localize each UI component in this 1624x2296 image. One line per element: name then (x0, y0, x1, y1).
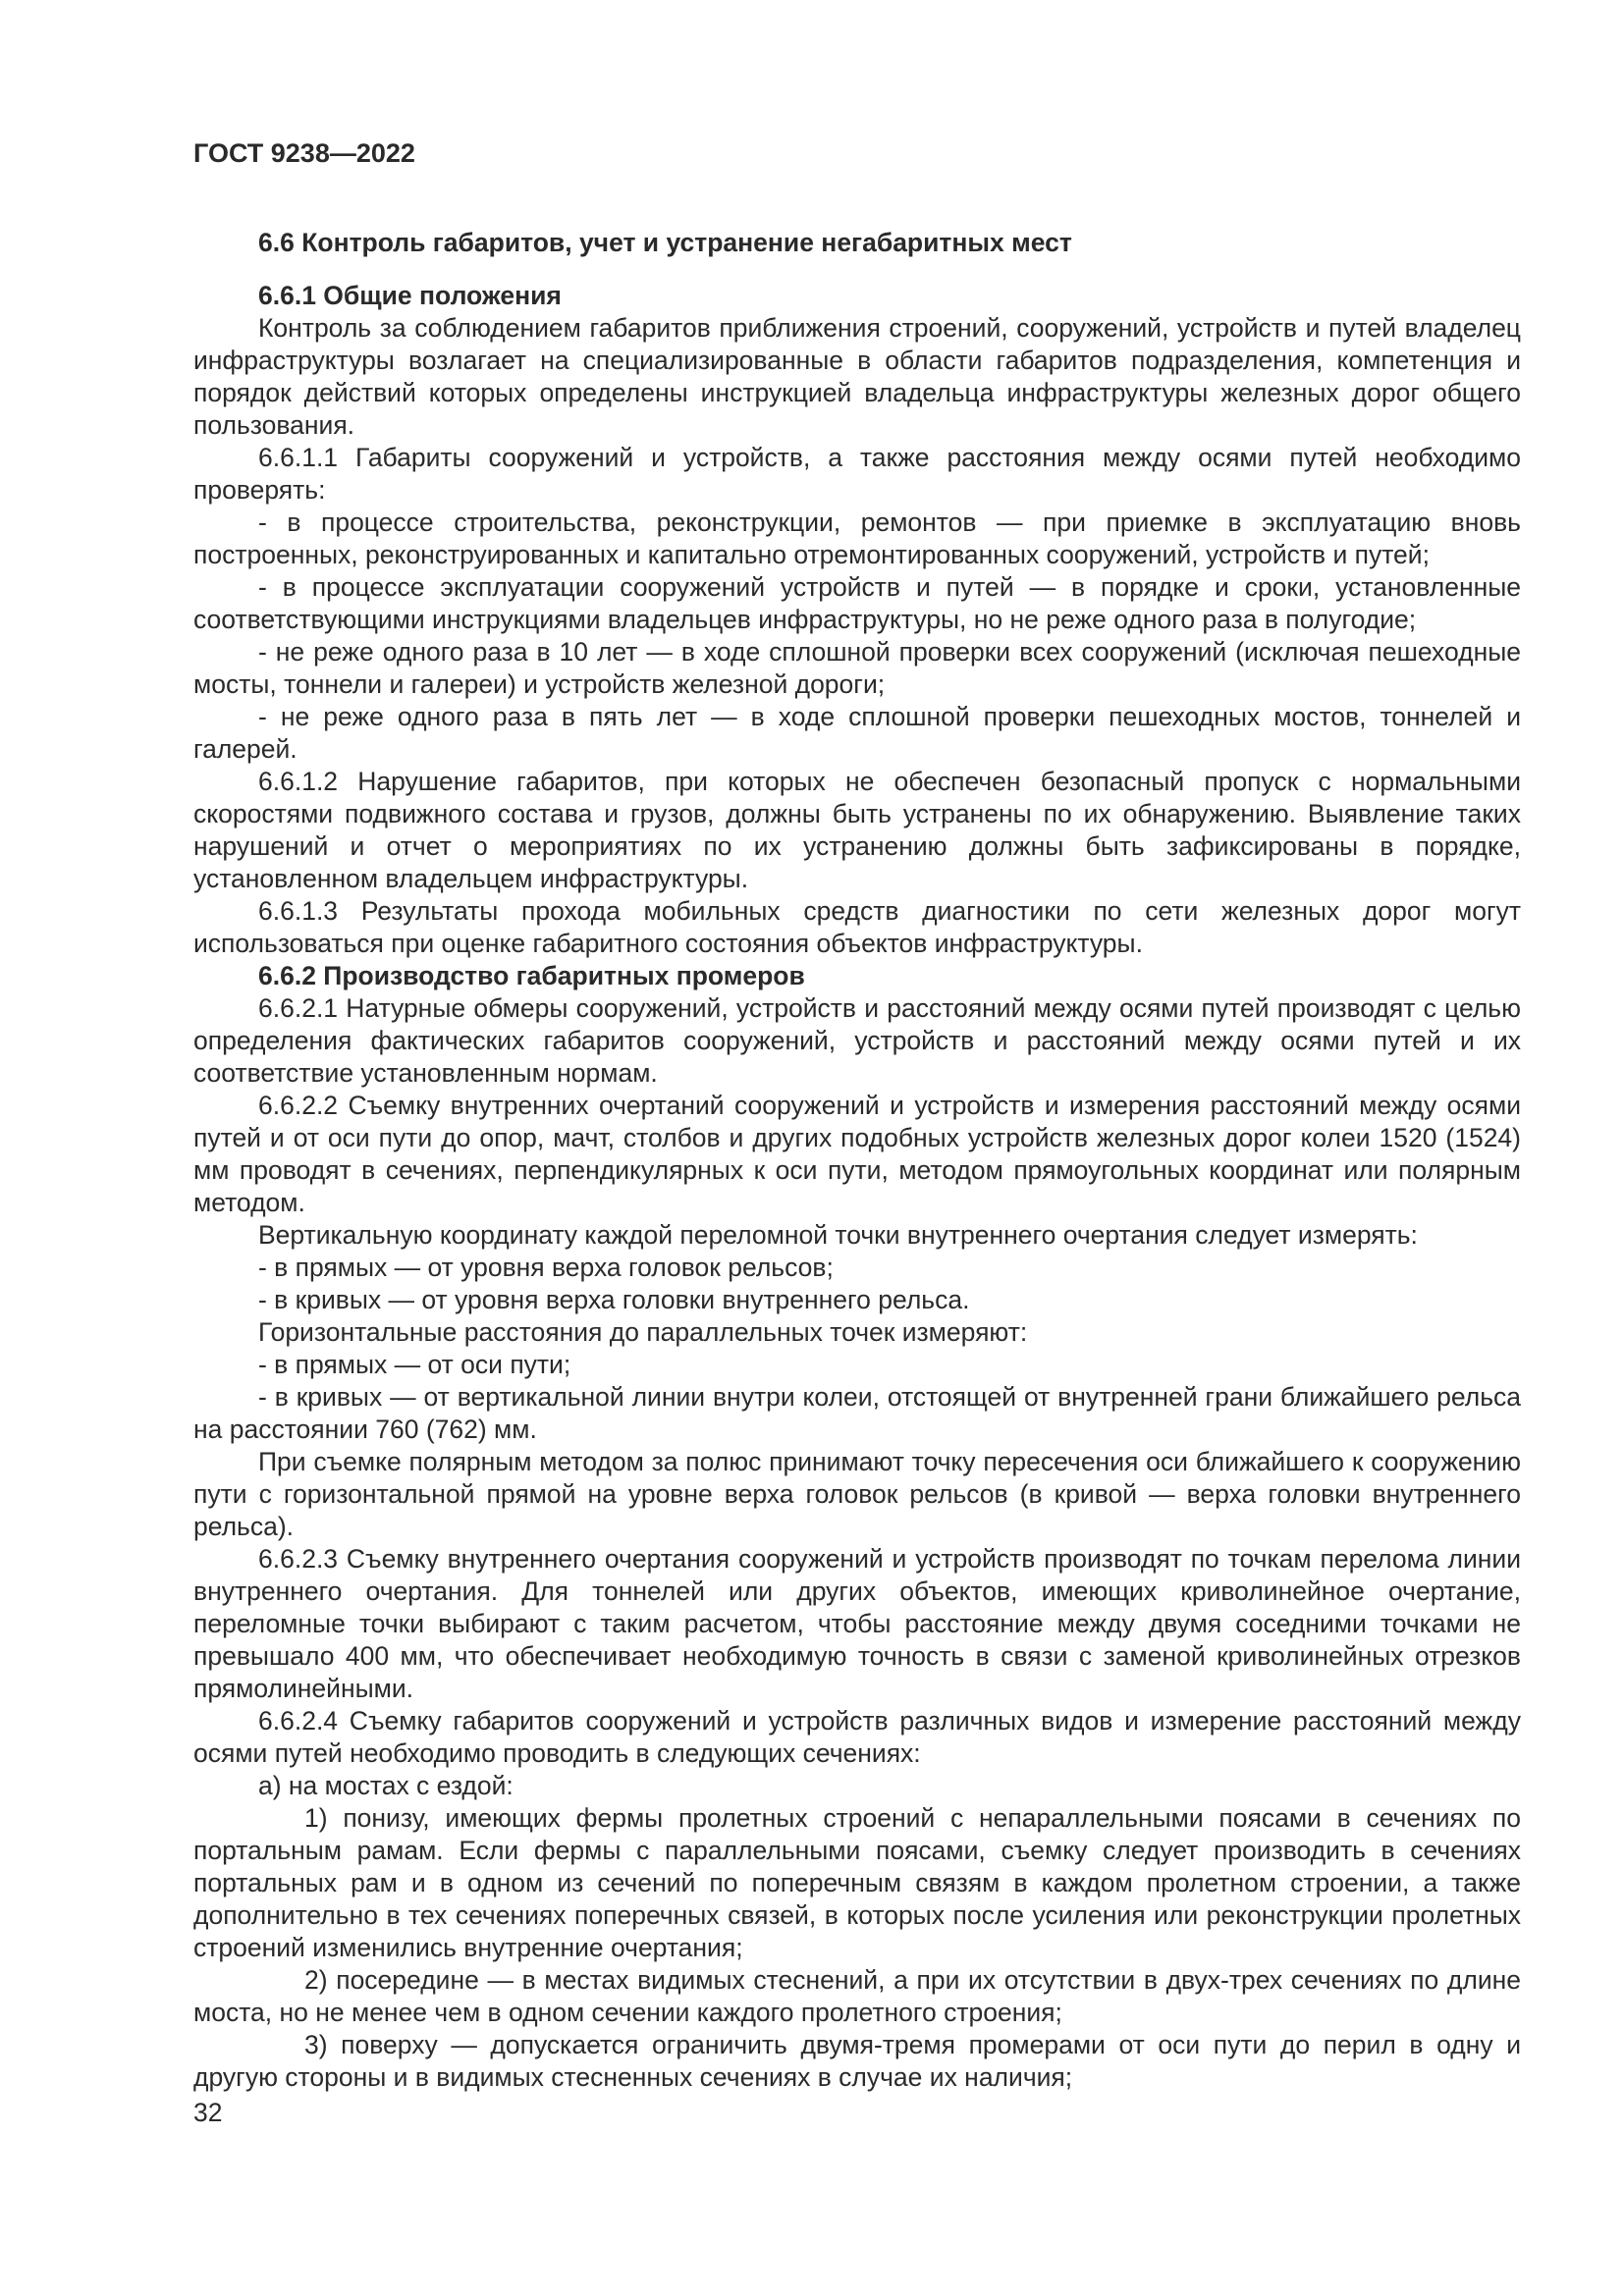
sub-list-item: 1) понизу, имеющих фермы пролетных строений с непараллельными поясами в сечениях по портальным рамам. Если фермы с параллельными поясами, съемку следует производить в сечениях портальных рам и в одном из сечений по поперечным связям в каждом пролетном строении, а также дополнительно в тех сечениях поперечных связей, в которых после усиления или реконструкции пролетных строений изменились внутренние очертания; (193, 1803, 1521, 1962)
subsection-title: 6.6.1 Общие положения (258, 281, 562, 310)
paragraph: 6.6.1.1 Габариты сооружений и устройств, а также расстояния между осями путей необходимо проверять: (193, 443, 1521, 505)
paragraph: 6.6.2.4 Съемку габаритов сооружений и устройств различных видов и измерение расстояний между осями путей необходимо проводить в следующих сечениях: (193, 1706, 1521, 1768)
list-item: - не реже одного раза в 10 лет — в ходе сплошной проверки всех сооружений (исключая пешеходные мосты, тоннели и галереи) и устройств железной дороги; (193, 637, 1521, 699)
list-item: - в процессе эксплуатации сооружений устройств и путей — в порядке и сроки, установленные соответствующими инструкциями владельцев инфраструктуры, но не реже одного раза в полугодие; (193, 572, 1521, 634)
paragraph: Контроль за соблюдением габаритов приближения строений, сооружений, устройств и путей владелец инфраструктуры возлагает на специализированные в области габаритов подразделения, компетенция и порядок действий которых определены инструкцией владельца инфраструктуры железных дорог общего пользования. (193, 313, 1521, 440)
paragraph: При съемке полярным методом за полюс принимают точку пересечения оси ближайшего к сооружению пути с горизонтальной прямой на уровне верха головок рельсов (в кривой — верха головки внутреннего рельса). (193, 1447, 1521, 1541)
subsection-title: 6.6.2 Производство габаритных промеров (258, 961, 805, 990)
list-item: - в прямых — от оси пути; (258, 1350, 571, 1379)
paragraph: 6.6.1.3 Результаты прохода мобильных средств диагностики по сети железных дорог могут использоваться при оценке габаритного состояния объектов инфраструктуры. (193, 896, 1521, 958)
page-number: 32 (193, 2098, 223, 2127)
paragraph: 6.6.1.2 Нарушение габаритов, при которых не обеспечен безопасный пропуск с нормальными скоростями подвижного состава и грузов, должны быть устранены по их обнаружению. Выявление таких нарушений и отчет о мероприятиях по их устранению должны быть зафиксированы в порядке, установленном владельцем инфраструктуры. (193, 767, 1521, 893)
paragraph: Вертикальную координату каждой переломной точки внутреннего очертания следует измерять: (258, 1220, 1418, 1250)
section-title: 6.6 Контроль габаритов, учет и устранение негабаритных мест (258, 228, 1072, 257)
list-item: - в кривых — от уровня верха головки внутреннего рельса. (258, 1285, 970, 1314)
document-header: ГОСТ 9238—2022 (193, 138, 415, 168)
document-page (193, 137, 1521, 2094)
list-item: - не реже одного раза в пять лет — в ходе сплошной проверки пешеходных мостов, тоннелей и галерей. (193, 702, 1521, 764)
paragraph: 6.6.2.1 Натурные обмеры сооружений, устройств и расстояний между осями путей производят с целью определения фактических габаритов сооружений, устройств и расстояний между осями путей и их соответствие установленным нормам. (193, 993, 1521, 1088)
list-item: - в прямых — от уровня верха головок рельсов; (258, 1253, 834, 1282)
list-item: - в кривых — от вертикальной линии внутри колеи, отстоящей от внутренней грани ближайшего рельса на расстоянии 760 (762) мм. (193, 1382, 1521, 1444)
paragraph: Горизонтальные расстояния до параллельных точек измеряют: (258, 1317, 1028, 1347)
sub-list-item: 2) посередине — в местах видимых стеснений, а при их отсутствии в двух-трех сечениях по длине моста, но не менее чем в одном сечении каждого пролетного строения; (193, 1965, 1521, 2027)
list-item: - в процессе строительства, реконструкции, ремонтов — при приемке в эксплуатацию вновь построенных, реконструированных и капитально отремонтированных сооружений, устройств и путей; (193, 507, 1521, 569)
paragraph: 6.6.2.2 Съемку внутренних очертаний сооружений и устройств и измерения расстояний между осями путей и от оси пути до опор, мачт, столбов и других подобных устройств железных дорог колеи 1520 (1524) мм проводят в сечениях, перпендикулярных к оси пути, методом прямоугольных координат или полярным методом. (193, 1091, 1521, 1217)
paragraph: 6.6.2.3 Съемку внутреннего очертания сооружений и устройств производят по точкам перелома линии внутреннего очертания. Для тоннелей или других объектов, имеющих криволинейное очертание, переломные точки выбирают с таким расчетом, чтобы расстояние между двумя соседними точками не превышало 400 мм, что обеспечивает необходимую точность в связи с заменой криволинейных отрезков прямолинейными. (193, 1544, 1521, 1703)
sub-list-item: 3) поверху — допускается ограничить двумя-тремя промерами от оси пути до перил в одну и другую стороны и в видимых стесненных сечениях в случае их наличия; (193, 2030, 1521, 2092)
list-item: а) на мостах с ездой: (258, 1771, 514, 1800)
